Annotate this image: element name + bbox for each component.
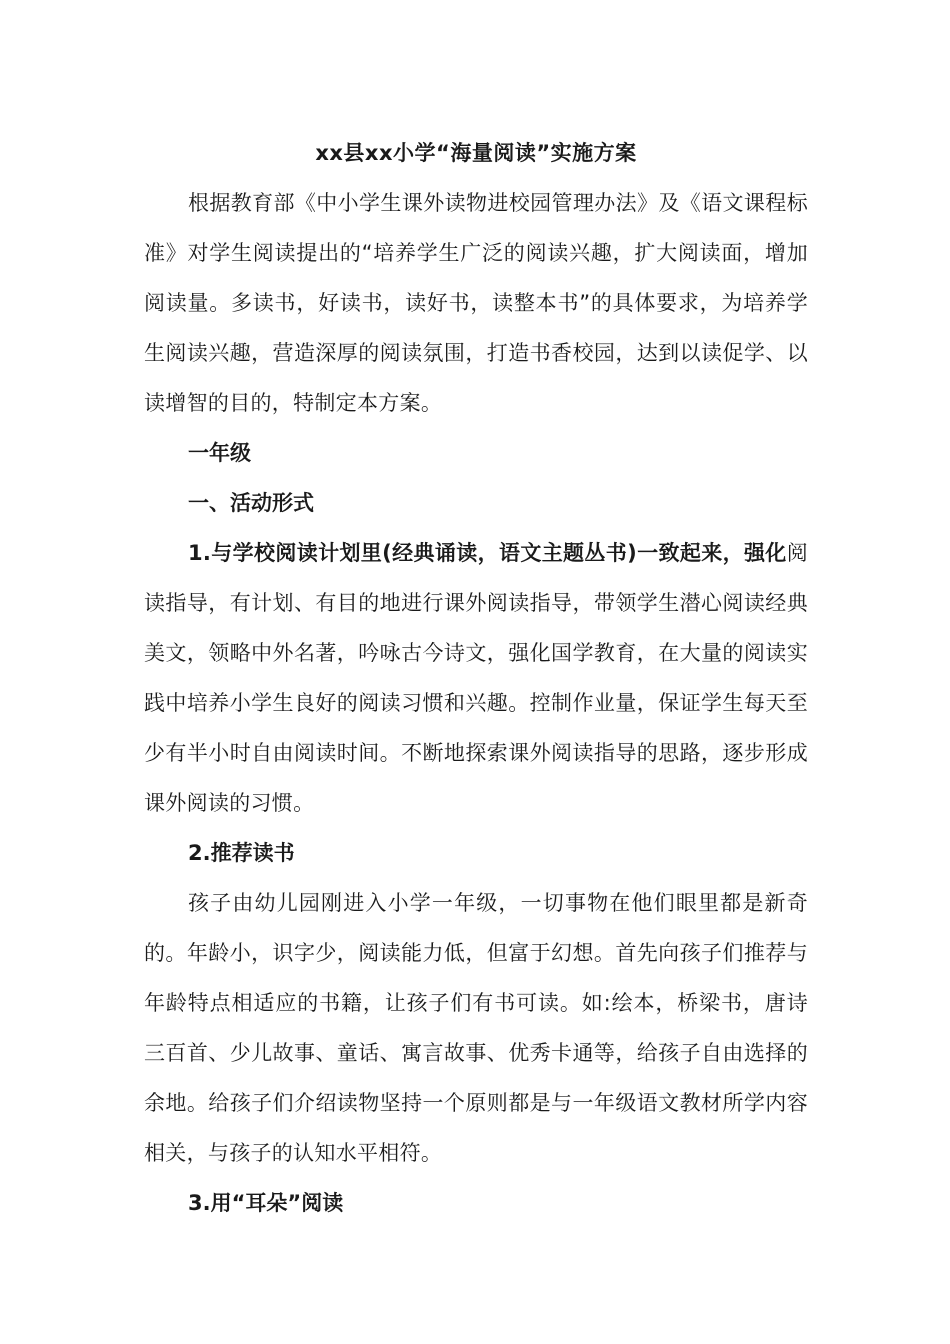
intro-paragraph: 根据教育部《中小学生课外读物进校园管理办法》及《语文课程标准》对学生阅读提出的“培养学生广泛的阅读兴趣，扩大阅读面，增加阅读量。多读书，好读书，读好书，读整本书”的具体要求，为培养学生阅读兴趣，营造深厚的阅读氛围，打造书香校园，达到以读促学、以读增智的目的，特制定本方案。 xyxy=(144,191,808,415)
item1-body: 阅读指导，有计划、有目的地进行课外阅读指导，带领学生潜心阅读经典美文，领略中外名著，吟咏古今诗文，强化国学教育，在大量的阅读实践中培养小学生良好的阅读习惯和兴趣。控制作业量，保证学生每天至少有半小时自由阅读时间。不断地探索课外阅读指导的思路，逐步形成课外阅读的习惯。 xyxy=(144,541,808,815)
item1-paragraph xyxy=(144,528,808,828)
item1-lead: 1.与学校阅读计划里(经典诵读，语文主题丛书)一致起来，强化 xyxy=(188,541,787,565)
item3-heading: 3.用“耳朵”阅读 xyxy=(188,1191,344,1215)
grade-heading: 一年级 xyxy=(188,441,251,465)
document-title: xx县xx小学“海量阅读”实施方案 xyxy=(315,141,637,165)
item2-heading: 2.推荐读书 xyxy=(188,841,295,865)
section-heading: 一、活动形式 xyxy=(188,491,314,515)
item2-paragraph: 孩子由幼儿园刚进入小学一年级，一切事物在他们眼里都是新奇的。年龄小，识字少，阅读能力低，但富于幻想。首先向孩子们推荐与年龄特点相适应的书籍，让孩子们有书可读。如:绘本，桥梁书，唐诗三百首、少儿故事、童话、寓言故事、优秀卡通等，给孩子自由选择的余地。给孩子们介绍读物坚持一个原则都是与一年级语文教材所学内容相关，与孩子的认知水平相符。 xyxy=(144,891,808,1165)
document-body xyxy=(144,128,808,1228)
